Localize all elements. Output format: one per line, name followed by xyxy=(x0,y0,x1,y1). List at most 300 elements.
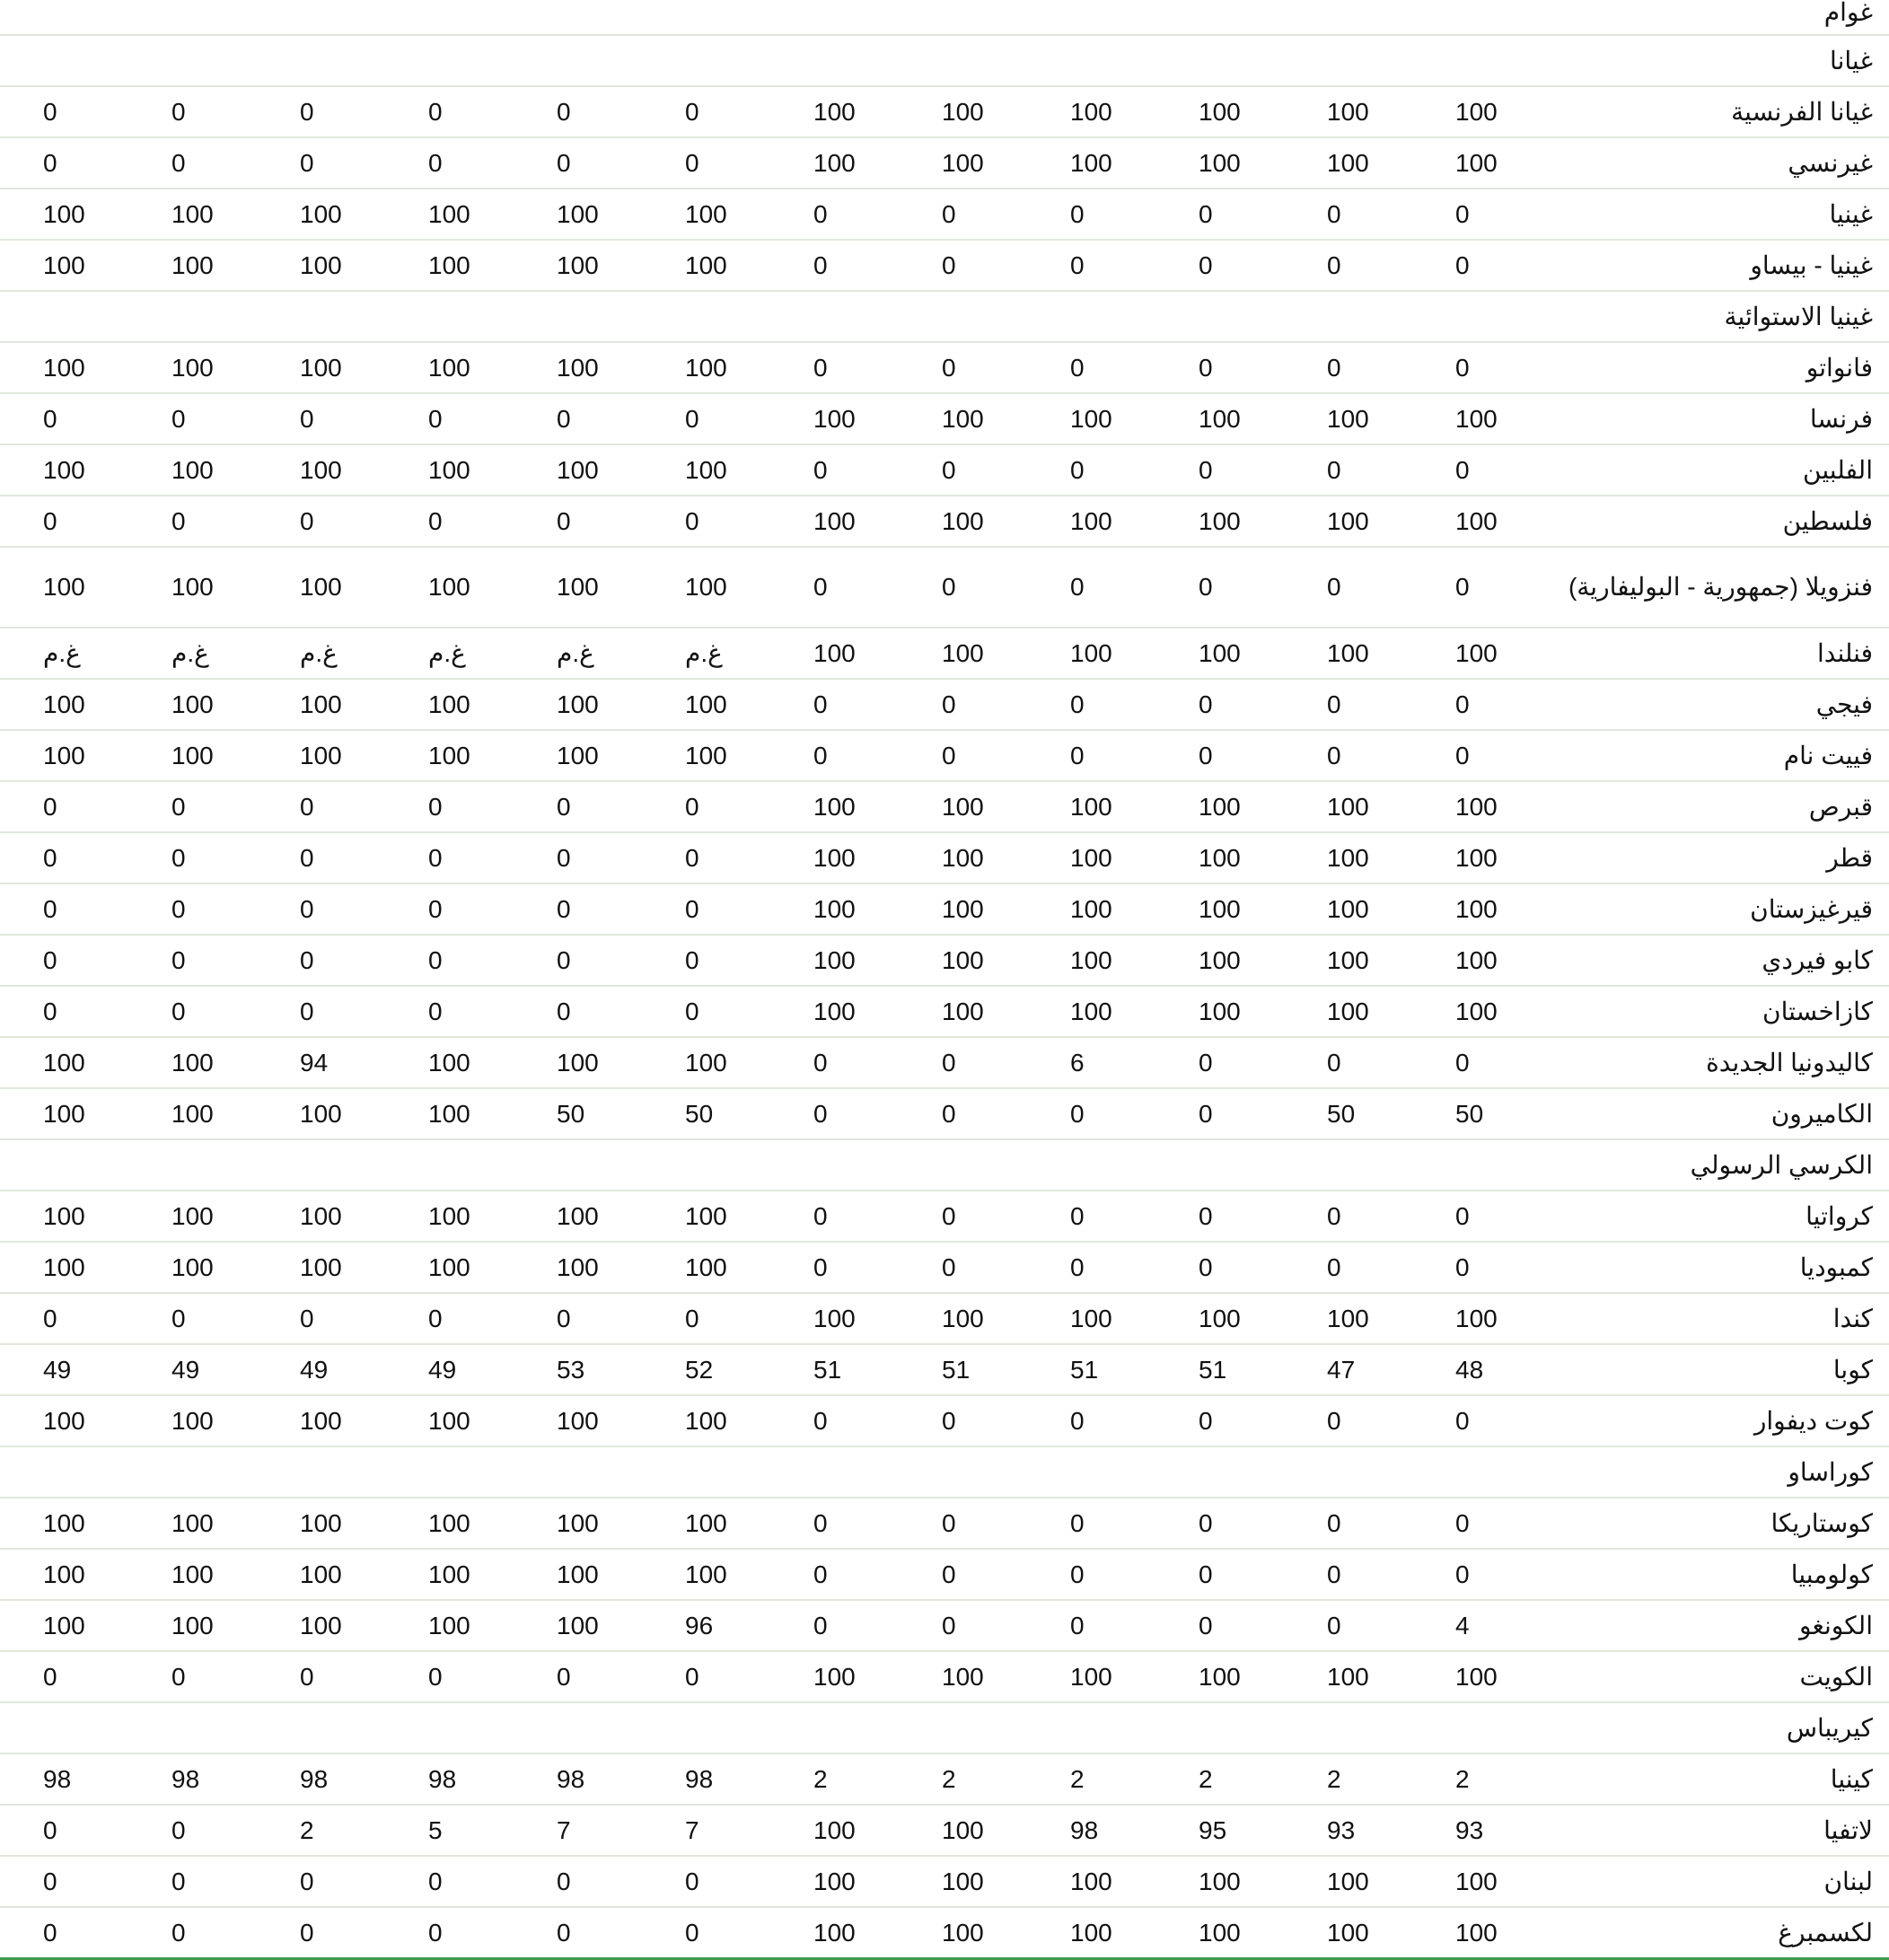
value-cell: 0 xyxy=(385,496,514,547)
value-cell xyxy=(770,1446,899,1498)
value-cell: 0 xyxy=(770,342,899,393)
value-cell xyxy=(899,1702,1027,1753)
value-cell: 100 xyxy=(1155,1907,1284,1959)
value-cell: 0 xyxy=(1284,1242,1412,1293)
value-cell: 0 xyxy=(128,1293,257,1344)
value-cell: 100 xyxy=(1284,137,1412,189)
value-cell: 0 xyxy=(0,1856,128,1907)
value-cell xyxy=(642,0,770,35)
country-name: كازاخستان xyxy=(1541,986,1889,1037)
value-cell: 100 xyxy=(0,342,128,393)
value-cell: 100 xyxy=(0,1549,128,1600)
table-row xyxy=(0,1805,1889,1856)
value-cell xyxy=(770,35,899,86)
value-cell: 100 xyxy=(0,1037,128,1088)
value-cell: غ.م xyxy=(128,628,257,679)
value-cell: 0 xyxy=(1284,730,1412,781)
value-cell: 0 xyxy=(770,1549,899,1600)
value-cell: 100 xyxy=(0,189,128,240)
value-cell: 100 xyxy=(1027,935,1155,986)
value-cell: 100 xyxy=(1284,86,1412,137)
value-cell: 0 xyxy=(770,679,899,730)
value-cell xyxy=(1155,0,1284,35)
value-cell: 100 xyxy=(385,1395,514,1446)
value-cell: 100 xyxy=(385,547,514,628)
value-cell xyxy=(257,0,385,35)
value-cell xyxy=(385,1446,514,1498)
value-cell: 100 xyxy=(385,189,514,240)
value-cell: 51 xyxy=(1155,1344,1284,1395)
value-cell: 0 xyxy=(514,781,642,832)
value-cell: 49 xyxy=(0,1344,128,1395)
value-cell: 0 xyxy=(899,342,1027,393)
value-cell: 100 xyxy=(899,137,1027,189)
value-cell: 100 xyxy=(1155,935,1284,986)
country-name: قطر xyxy=(1541,832,1889,883)
value-cell: 98 xyxy=(514,1753,642,1805)
value-cell: 0 xyxy=(514,986,642,1037)
table-row xyxy=(0,1344,1889,1395)
value-cell: 100 xyxy=(1412,86,1541,137)
value-cell: 0 xyxy=(899,730,1027,781)
value-cell: 0 xyxy=(385,393,514,444)
value-cell xyxy=(128,1139,257,1191)
value-cell: 0 xyxy=(1412,730,1541,781)
value-cell: 100 xyxy=(514,444,642,496)
value-cell: 100 xyxy=(770,1907,899,1959)
value-cell: 100 xyxy=(642,240,770,291)
value-cell: 98 xyxy=(128,1753,257,1805)
value-cell: 100 xyxy=(385,730,514,781)
value-cell xyxy=(642,291,770,342)
value-cell: 0 xyxy=(257,1907,385,1959)
value-cell xyxy=(385,1702,514,1753)
value-cell: 100 xyxy=(642,342,770,393)
value-cell: 0 xyxy=(128,86,257,137)
table-row xyxy=(0,1139,1889,1191)
country-name: لاتفيا xyxy=(1541,1805,1889,1856)
table-row xyxy=(0,1242,1889,1293)
value-cell: 0 xyxy=(1155,189,1284,240)
table-row xyxy=(0,832,1889,883)
table-row xyxy=(0,1293,1889,1344)
value-cell: 100 xyxy=(257,547,385,628)
value-cell: 0 xyxy=(899,1600,1027,1651)
value-cell: 100 xyxy=(770,832,899,883)
value-cell: 0 xyxy=(1412,444,1541,496)
value-cell: 100 xyxy=(128,1395,257,1446)
value-cell: 100 xyxy=(385,1191,514,1242)
value-cell: 100 xyxy=(1412,1651,1541,1702)
value-cell: 0 xyxy=(899,444,1027,496)
value-cell xyxy=(514,0,642,35)
country-name: غوام xyxy=(1541,0,1889,35)
value-cell: 7 xyxy=(514,1805,642,1856)
value-cell: 100 xyxy=(0,240,128,291)
value-cell xyxy=(1027,1446,1155,1498)
value-cell: 100 xyxy=(385,342,514,393)
value-cell: 0 xyxy=(899,1088,1027,1139)
value-cell: 0 xyxy=(0,832,128,883)
value-cell: 100 xyxy=(1155,883,1284,935)
value-cell: 100 xyxy=(770,393,899,444)
value-cell: 100 xyxy=(899,1805,1027,1856)
country-name: غينيا - بيساو xyxy=(1541,240,1889,291)
value-cell: 0 xyxy=(1027,1600,1155,1651)
value-cell: 49 xyxy=(128,1344,257,1395)
table-row xyxy=(0,1702,1889,1753)
value-cell xyxy=(514,291,642,342)
value-cell: 100 xyxy=(899,1907,1027,1959)
value-cell: 49 xyxy=(385,1344,514,1395)
value-cell: 0 xyxy=(1284,1191,1412,1242)
value-cell: 0 xyxy=(0,883,128,935)
value-cell: 94 xyxy=(257,1037,385,1088)
value-cell: 0 xyxy=(899,547,1027,628)
value-cell: 0 xyxy=(1284,547,1412,628)
value-cell: غ.م xyxy=(385,628,514,679)
value-cell: 100 xyxy=(257,342,385,393)
value-cell: 100 xyxy=(128,444,257,496)
value-cell: 0 xyxy=(770,1242,899,1293)
value-cell: 100 xyxy=(128,1191,257,1242)
value-cell: 0 xyxy=(257,86,385,137)
country-name: الكونغو xyxy=(1541,1600,1889,1651)
value-cell: 100 xyxy=(770,781,899,832)
value-cell: غ.م xyxy=(514,628,642,679)
country-name: غيانا الفرنسية xyxy=(1541,86,1889,137)
value-cell: 100 xyxy=(385,240,514,291)
value-cell xyxy=(1027,1702,1155,1753)
value-cell: 0 xyxy=(385,86,514,137)
value-cell: 0 xyxy=(899,1191,1027,1242)
value-cell: 0 xyxy=(1027,444,1155,496)
value-cell: 100 xyxy=(1155,628,1284,679)
value-cell: 2 xyxy=(257,1805,385,1856)
value-cell xyxy=(1284,1446,1412,1498)
value-cell xyxy=(128,1446,257,1498)
value-cell: 100 xyxy=(257,240,385,291)
value-cell xyxy=(0,1446,128,1498)
value-cell: 0 xyxy=(514,883,642,935)
value-cell xyxy=(1284,35,1412,86)
value-cell xyxy=(899,1139,1027,1191)
value-cell: 100 xyxy=(642,1498,770,1549)
value-cell: 0 xyxy=(1155,1242,1284,1293)
table-row xyxy=(0,1037,1889,1088)
value-cell: 100 xyxy=(1284,1856,1412,1907)
value-cell: 0 xyxy=(514,1293,642,1344)
country-name: فنلندا xyxy=(1541,628,1889,679)
value-cell: 100 xyxy=(770,496,899,547)
value-cell: 100 xyxy=(0,1600,128,1651)
value-cell: 100 xyxy=(128,730,257,781)
value-cell: 100 xyxy=(1412,781,1541,832)
value-cell: 0 xyxy=(642,393,770,444)
value-cell: 95 xyxy=(1155,1805,1284,1856)
value-cell: 100 xyxy=(1155,1651,1284,1702)
value-cell: 100 xyxy=(128,1242,257,1293)
value-cell: 100 xyxy=(128,1088,257,1139)
value-cell: 0 xyxy=(770,1088,899,1139)
value-cell: 100 xyxy=(0,679,128,730)
value-cell: 100 xyxy=(899,1293,1027,1344)
value-cell: 100 xyxy=(514,1037,642,1088)
country-name: كينيا xyxy=(1541,1753,1889,1805)
country-name: كيريباس xyxy=(1541,1702,1889,1753)
value-cell: 100 xyxy=(385,1498,514,1549)
value-cell: 100 xyxy=(385,1600,514,1651)
value-cell: 100 xyxy=(514,547,642,628)
value-cell: 53 xyxy=(514,1344,642,1395)
value-cell: 98 xyxy=(385,1753,514,1805)
value-cell: 100 xyxy=(1284,883,1412,935)
value-cell: 100 xyxy=(514,1600,642,1651)
value-cell: 0 xyxy=(1284,679,1412,730)
value-cell: 98 xyxy=(0,1753,128,1805)
value-cell: 100 xyxy=(128,547,257,628)
table-row xyxy=(0,1600,1889,1651)
value-cell: 100 xyxy=(128,240,257,291)
value-cell: 0 xyxy=(642,781,770,832)
value-cell: 0 xyxy=(1155,1037,1284,1088)
value-cell: 0 xyxy=(1412,679,1541,730)
country-name: فلسطين xyxy=(1541,496,1889,547)
value-cell xyxy=(128,0,257,35)
value-cell: 0 xyxy=(0,1651,128,1702)
value-cell xyxy=(899,291,1027,342)
value-cell: 50 xyxy=(514,1088,642,1139)
value-cell: 98 xyxy=(257,1753,385,1805)
value-cell: 0 xyxy=(1284,444,1412,496)
value-cell: 100 xyxy=(385,444,514,496)
value-cell: 100 xyxy=(642,1549,770,1600)
value-cell: 100 xyxy=(1284,986,1412,1037)
value-cell: 0 xyxy=(770,730,899,781)
value-cell: 0 xyxy=(1155,1600,1284,1651)
value-cell: 2 xyxy=(1027,1753,1155,1805)
value-cell: 50 xyxy=(642,1088,770,1139)
value-cell: 0 xyxy=(514,496,642,547)
value-cell: 100 xyxy=(899,628,1027,679)
value-cell: 100 xyxy=(1155,137,1284,189)
value-cell xyxy=(385,291,514,342)
country-name: غيانا xyxy=(1541,35,1889,86)
value-cell: 0 xyxy=(899,1037,1027,1088)
country-name: فنزويلا (جمهورية - البوليفارية) xyxy=(1541,547,1889,628)
value-cell xyxy=(514,1446,642,1498)
value-cell: 0 xyxy=(1412,240,1541,291)
value-cell: 100 xyxy=(514,679,642,730)
value-cell: 100 xyxy=(1284,393,1412,444)
table-row xyxy=(0,444,1889,496)
country-name: كوت ديفوار xyxy=(1541,1395,1889,1446)
value-cell: 0 xyxy=(514,393,642,444)
value-cell: 0 xyxy=(1284,240,1412,291)
table-row xyxy=(0,781,1889,832)
value-cell: 0 xyxy=(770,547,899,628)
value-cell: 100 xyxy=(1027,137,1155,189)
value-cell: 100 xyxy=(642,1242,770,1293)
value-cell: 0 xyxy=(1155,730,1284,781)
value-cell xyxy=(385,35,514,86)
value-cell: 100 xyxy=(1412,393,1541,444)
value-cell: 93 xyxy=(1284,1805,1412,1856)
table-row xyxy=(0,137,1889,189)
table-row xyxy=(0,1088,1889,1139)
value-cell: 100 xyxy=(0,444,128,496)
value-cell: 100 xyxy=(899,986,1027,1037)
value-cell: 100 xyxy=(770,935,899,986)
value-cell: 0 xyxy=(257,986,385,1037)
value-cell: 0 xyxy=(514,1651,642,1702)
value-cell xyxy=(1027,35,1155,86)
table-row xyxy=(0,291,1889,342)
value-cell: 0 xyxy=(0,86,128,137)
country-name: فيجي xyxy=(1541,679,1889,730)
value-cell xyxy=(899,0,1027,35)
country-name: الفلبين xyxy=(1541,444,1889,496)
value-cell: 100 xyxy=(1155,1856,1284,1907)
value-cell: 0 xyxy=(385,1856,514,1907)
value-cell: 0 xyxy=(642,1651,770,1702)
value-cell xyxy=(128,35,257,86)
value-cell: 0 xyxy=(0,1293,128,1344)
value-cell: 0 xyxy=(1027,1191,1155,1242)
value-cell: 0 xyxy=(257,781,385,832)
value-cell: 100 xyxy=(514,240,642,291)
value-cell: 100 xyxy=(257,730,385,781)
table-row xyxy=(0,883,1889,935)
value-cell: 0 xyxy=(642,935,770,986)
value-cell: 98 xyxy=(642,1753,770,1805)
value-cell xyxy=(1155,1702,1284,1753)
table-row xyxy=(0,1191,1889,1242)
value-cell: 0 xyxy=(0,393,128,444)
value-cell xyxy=(385,0,514,35)
value-cell: 100 xyxy=(1027,393,1155,444)
value-cell: 100 xyxy=(1027,1907,1155,1959)
value-cell: 100 xyxy=(385,679,514,730)
value-cell: 100 xyxy=(899,781,1027,832)
value-cell: 0 xyxy=(128,986,257,1037)
country-name: كوراساو xyxy=(1541,1446,1889,1498)
value-cell: 0 xyxy=(1155,342,1284,393)
value-cell: 100 xyxy=(1155,781,1284,832)
value-cell: 0 xyxy=(257,1651,385,1702)
value-cell: 4 xyxy=(1412,1600,1541,1651)
value-cell: 100 xyxy=(385,1242,514,1293)
value-cell: 0 xyxy=(128,1907,257,1959)
value-cell: 100 xyxy=(1155,496,1284,547)
value-cell: 100 xyxy=(770,883,899,935)
value-cell: 51 xyxy=(770,1344,899,1395)
country-name: كاليدونيا الجديدة xyxy=(1541,1037,1889,1088)
value-cell: 100 xyxy=(1412,1907,1541,1959)
value-cell: 100 xyxy=(1027,832,1155,883)
value-cell: 48 xyxy=(1412,1344,1541,1395)
table-row xyxy=(0,628,1889,679)
value-cell: 0 xyxy=(1027,1242,1155,1293)
value-cell: 100 xyxy=(770,1293,899,1344)
value-cell: 100 xyxy=(257,679,385,730)
value-cell: 0 xyxy=(770,240,899,291)
value-cell: 100 xyxy=(257,1600,385,1651)
value-cell: 51 xyxy=(899,1344,1027,1395)
value-cell: 100 xyxy=(899,883,1027,935)
value-cell: 0 xyxy=(899,1549,1027,1600)
value-cell xyxy=(770,1139,899,1191)
value-cell: 100 xyxy=(128,1549,257,1600)
country-name: كولومبيا xyxy=(1541,1549,1889,1600)
value-cell: 100 xyxy=(1027,628,1155,679)
value-cell xyxy=(128,291,257,342)
value-cell: 0 xyxy=(1027,1498,1155,1549)
country-name: كوستاريكا xyxy=(1541,1498,1889,1549)
value-cell: 0 xyxy=(385,935,514,986)
value-cell: 100 xyxy=(0,1088,128,1139)
value-cell: 100 xyxy=(1412,986,1541,1037)
table-row xyxy=(0,342,1889,393)
value-cell: 0 xyxy=(642,1293,770,1344)
value-cell: 0 xyxy=(0,781,128,832)
value-cell: 50 xyxy=(1412,1088,1541,1139)
value-cell: 100 xyxy=(1027,883,1155,935)
value-cell xyxy=(1412,1446,1541,1498)
value-cell: 100 xyxy=(0,1242,128,1293)
country-name: كابو فيردي xyxy=(1541,935,1889,986)
value-cell: 100 xyxy=(770,1651,899,1702)
value-cell: 0 xyxy=(642,86,770,137)
table-row xyxy=(0,240,1889,291)
value-cell xyxy=(1284,0,1412,35)
value-cell xyxy=(1284,1139,1412,1191)
table-row xyxy=(0,1856,1889,1907)
value-cell: 0 xyxy=(0,137,128,189)
value-cell: 0 xyxy=(0,1907,128,1959)
value-cell: 0 xyxy=(1027,1088,1155,1139)
value-cell: 100 xyxy=(642,547,770,628)
value-cell: 0 xyxy=(385,883,514,935)
value-cell: 100 xyxy=(1027,1856,1155,1907)
value-cell: 100 xyxy=(1284,832,1412,883)
value-cell: 100 xyxy=(770,137,899,189)
value-cell: 0 xyxy=(1155,679,1284,730)
value-cell: 100 xyxy=(385,1549,514,1600)
value-cell: 0 xyxy=(899,679,1027,730)
value-cell: 0 xyxy=(642,832,770,883)
value-cell: 0 xyxy=(1284,1395,1412,1446)
value-cell xyxy=(1027,0,1155,35)
value-cell: 100 xyxy=(1027,1293,1155,1344)
value-cell: 0 xyxy=(514,86,642,137)
value-cell: 100 xyxy=(0,730,128,781)
value-cell: 0 xyxy=(257,496,385,547)
value-cell: 2 xyxy=(899,1753,1027,1805)
value-cell: 100 xyxy=(385,1088,514,1139)
value-cell: 100 xyxy=(770,1805,899,1856)
value-cell: 0 xyxy=(899,1498,1027,1549)
value-cell xyxy=(257,1446,385,1498)
value-cell: 0 xyxy=(1027,1549,1155,1600)
country-name: الكرسي الرسولي xyxy=(1541,1139,1889,1191)
value-cell xyxy=(257,1139,385,1191)
value-cell: 93 xyxy=(1412,1805,1541,1856)
value-cell: 100 xyxy=(1412,496,1541,547)
value-cell: 0 xyxy=(899,240,1027,291)
table-row xyxy=(0,1907,1889,1959)
table-row xyxy=(0,1446,1889,1498)
